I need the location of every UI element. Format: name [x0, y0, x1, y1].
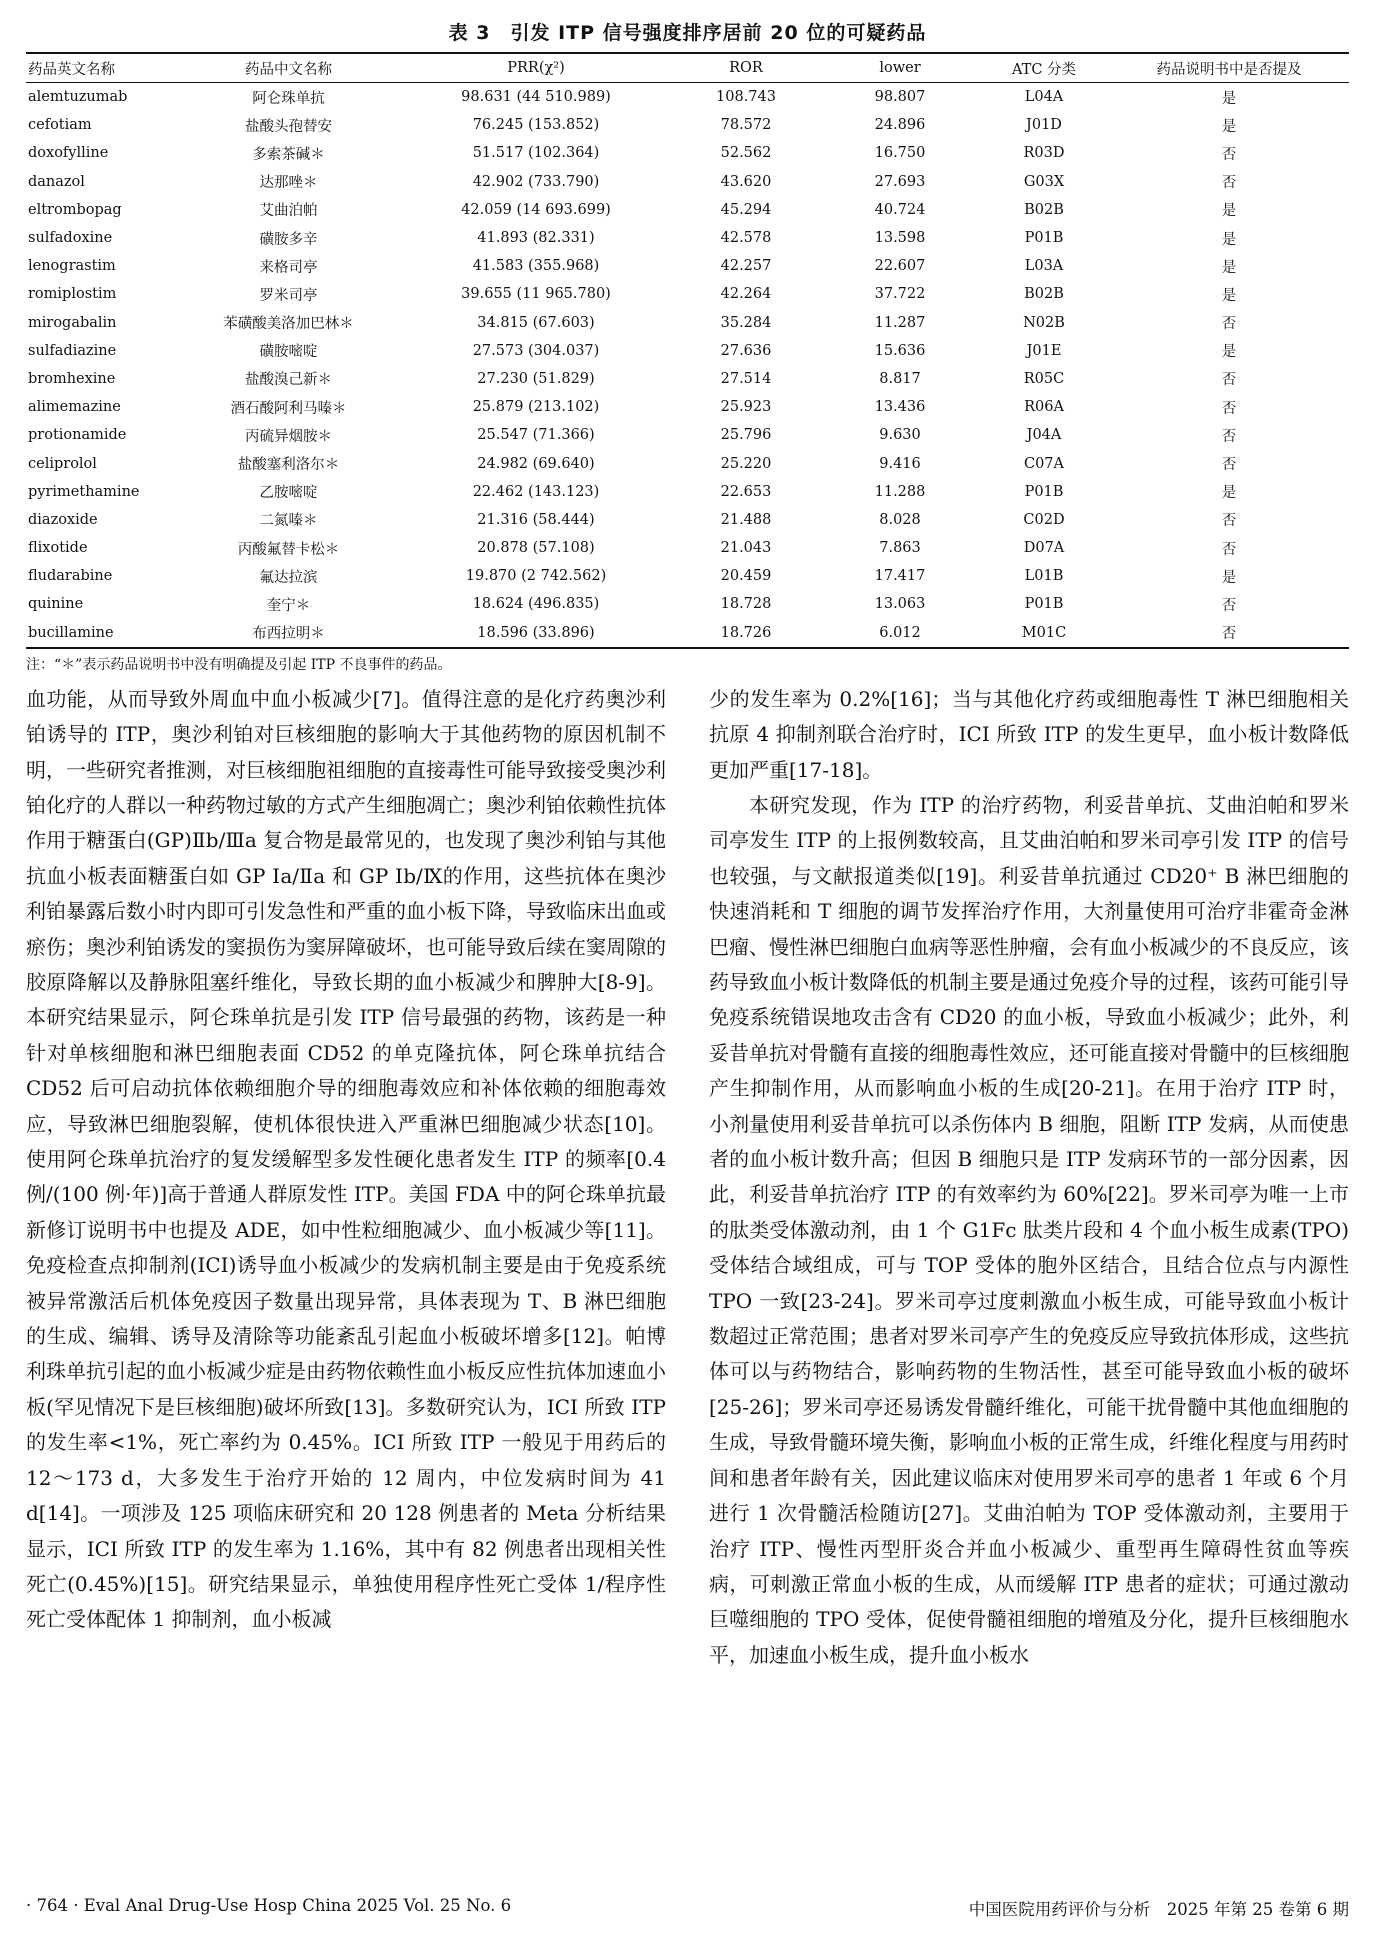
- table-row: [26, 619, 1349, 648]
- cell-atc-code: N02B: [1023, 314, 1065, 331]
- cell-english-name: bromhexine: [28, 370, 116, 387]
- cell-prr-value: 41.583 (355.968): [472, 258, 600, 275]
- cell-chinese-name: 盐酸塞利洛尔＊: [237, 457, 340, 474]
- cell-chinese-name: 达那唑＊: [259, 175, 318, 192]
- cell-label-mentioned: 是: [1221, 231, 1237, 248]
- cell-ror-value: 45.294: [720, 201, 772, 218]
- cell-ror-value: 18.726: [720, 624, 772, 641]
- cell-ror-value: 108.743: [716, 89, 776, 106]
- cell-english-name: quinine: [28, 596, 84, 613]
- table-row: [26, 337, 1349, 365]
- table-row: [26, 478, 1349, 506]
- cell-chinese-name: 多索茶碱＊: [252, 146, 325, 163]
- cell-chinese-name: 来格司亭: [259, 259, 318, 276]
- table-row: [26, 506, 1349, 534]
- cell-atc-code: R03D: [1023, 145, 1065, 162]
- cell-english-name: diazoxide: [28, 511, 98, 528]
- cell-chinese-name: 磺胺多辛: [259, 231, 318, 248]
- cell-chinese-name: 盐酸头孢替安: [245, 118, 332, 135]
- cell-label-mentioned: 是: [1221, 287, 1237, 304]
- table-body: [26, 83, 1349, 648]
- cell-label-mentioned: 否: [1221, 400, 1237, 417]
- cell-atc-code: J01D: [1026, 117, 1062, 134]
- cell-chinese-name: 阿仑珠单抗: [252, 90, 325, 107]
- cell-english-name: sulfadoxine: [28, 230, 113, 247]
- table-row: [26, 309, 1349, 337]
- table-row: [26, 562, 1349, 590]
- cell-label-mentioned: 否: [1221, 541, 1237, 558]
- cell-chinese-name: 盐酸溴己新＊: [245, 372, 332, 389]
- cell-chinese-name: 艾曲泊帕: [259, 203, 318, 220]
- cell-lower-value: 9.416: [879, 455, 921, 472]
- cell-chinese-name: 布西拉明＊: [252, 626, 325, 643]
- cell-label-mentioned: 是: [1221, 203, 1237, 220]
- table-row: [26, 111, 1349, 139]
- cell-atc-code: J04A: [1026, 427, 1062, 444]
- cell-lower-value: 17.417: [874, 568, 926, 585]
- table-row: [26, 534, 1349, 562]
- cell-prr-value: 76.245 (153.852): [472, 117, 600, 134]
- cell-label-mentioned: 是: [1221, 344, 1237, 361]
- cell-ror-value: 18.728: [720, 596, 772, 613]
- cell-atc-code: L03A: [1024, 258, 1064, 275]
- cell-atc-code: D07A: [1023, 540, 1065, 557]
- cell-ror-value: 52.562: [720, 145, 772, 162]
- cell-prr-value: 25.879 (213.102): [472, 399, 600, 416]
- cell-lower-value: 9.630: [879, 427, 921, 444]
- cell-english-name: bucillamine: [28, 624, 114, 641]
- header-chinese-name: 药品中文名称: [245, 61, 332, 78]
- cell-prr-value: 98.631 (44 510.989): [461, 89, 611, 106]
- cell-english-name: doxofylline: [28, 145, 109, 162]
- cell-ror-value: 21.043: [720, 540, 772, 557]
- cell-prr-value: 27.230 (51.829): [477, 370, 595, 387]
- cell-english-name: protionamide: [28, 427, 127, 444]
- cell-label-mentioned: 否: [1221, 513, 1237, 530]
- cell-atc-code: G03X: [1023, 173, 1065, 190]
- cell-chinese-name: 磺胺嘧啶: [259, 344, 318, 361]
- cell-english-name: alimemazine: [28, 399, 121, 416]
- cell-lower-value: 24.896: [874, 117, 926, 134]
- header-label-mentioned: 药品说明书中是否提及: [1156, 61, 1302, 78]
- cell-label-mentioned: 是: [1221, 485, 1237, 502]
- cell-chinese-name: 丙酸氟替卡松＊: [237, 541, 340, 558]
- cell-label-mentioned: 是: [1221, 118, 1237, 135]
- cell-atc-code: P01B: [1024, 596, 1064, 613]
- table-row: [26, 168, 1349, 196]
- table-row: [26, 139, 1349, 167]
- cell-ror-value: 25.923: [720, 399, 772, 416]
- cell-atc-code: L04A: [1024, 89, 1064, 106]
- cell-lower-value: 11.287: [874, 314, 926, 331]
- paragraph: 少的发生率为 0.2%[16]；当与其他化疗药或细胞毒性 T 淋巴细胞相关抗原 4 抑制剂联合治疗时，ICI 所致 ITP 的发生更早，血小板计数降低更加严重[17-18]。: [709, 686, 1349, 782]
- header-english-name: 药品英文名称: [28, 61, 115, 78]
- cell-ror-value: 42.578: [720, 230, 772, 247]
- cell-label-mentioned: 否: [1221, 626, 1237, 643]
- table-row: [26, 590, 1349, 618]
- cell-atc-code: M01C: [1021, 624, 1067, 641]
- cell-english-name: lenograstim: [28, 258, 116, 275]
- body-columns: [26, 682, 1349, 1673]
- table-row: [26, 365, 1349, 393]
- cell-ror-value: 22.653: [720, 483, 772, 500]
- cell-label-mentioned: 是: [1221, 90, 1237, 107]
- cell-prr-value: 19.870 (2 742.562): [465, 568, 607, 585]
- cell-atc-code: R05C: [1023, 370, 1065, 387]
- cell-ror-value: 42.264: [720, 286, 772, 303]
- cell-english-name: mirogabalin: [28, 314, 117, 331]
- cell-prr-value: 18.596 (33.896): [477, 624, 595, 641]
- cell-english-name: pyrimethamine: [28, 483, 140, 500]
- header-atc: ATC 分类: [1011, 61, 1077, 78]
- header-lower: lower: [879, 60, 921, 76]
- cell-atc-code: J01E: [1026, 342, 1062, 359]
- cell-atc-code: C07A: [1023, 455, 1065, 472]
- cell-lower-value: 8.817: [879, 370, 921, 387]
- cell-label-mentioned: 否: [1221, 428, 1237, 445]
- footer-right: 中国医院用药评价与分析 2025 年第 25 卷第 6 期: [968, 1900, 1349, 1919]
- cell-chinese-name: 丙硫异烟胺＊: [245, 428, 332, 445]
- cell-atc-code: B02B: [1024, 286, 1064, 303]
- cell-lower-value: 16.750: [874, 145, 926, 162]
- cell-label-mentioned: 否: [1221, 316, 1237, 333]
- cell-lower-value: 40.724: [874, 201, 926, 218]
- table-row: [26, 252, 1349, 280]
- cell-label-mentioned: 否: [1221, 175, 1237, 192]
- cell-english-name: flixotide: [28, 540, 88, 557]
- cell-english-name: sulfadiazine: [28, 342, 117, 359]
- page-footer: [26, 1896, 1349, 1920]
- cell-ror-value: 27.636: [720, 342, 772, 359]
- cell-prr-value: 39.655 (11 965.780): [461, 286, 611, 303]
- cell-prr-value: 41.893 (82.331): [477, 230, 595, 247]
- table-row: [26, 224, 1349, 252]
- cell-prr-value: 42.902 (733.790): [472, 173, 600, 190]
- paragraph: 本研究发现，作为 ITP 的治疗药物，利妥昔单抗、艾曲泊帕和罗米司亭发生 ITP 的上报例数较高，且艾曲泊帕和罗米司亭引发 ITP 的信号也较强，与文献报道类似[19]。利妥昔单抗通过 CD20⁺ B 淋巴细胞的快速消耗和 T 细胞的调节发挥治疗作用，大剂量使用可治疗非霍奇金淋巴瘤、慢性淋巴细胞白血病等恶性肿瘤，会有血小板减少的不良反应，该药导致血小板计数降低的机制主要是通过免疫介导的过程，该药可能引导免疫系统错误地攻击含有 CD20 的血小板，导致血小板减少；此外，利妥昔单抗对骨髓有直接的细胞毒性效应，还可能直接对骨髓中的巨核细胞产生抑制作用，从而影响血小板的生成[20-21]。在用于治疗 ITP 时，小剂量使用利妥昔单抗可以杀伤体内 B 细胞，阻断 ITP 发病，从而使患者的血小板计数升高；但因 B 细胞只是 ITP 发病环节的一部分因素，因此，利妥昔单抗治疗 ITP 的有效率约为 60%[22]。罗米司亭为唯一上市的肽类受体激动剂，由 1 个 G1Fc 肽类片段和 4 个血小板生成素(TPO)受体结合域组成，可与 TOP 受体的胞外区结合，且结合位点与内源性 TPO 一致[23-24]。罗米司亭过度刺激血小板生成，可能导致血小板计数超过正常范围；患者对罗米司亭产生的免疫反应导致抗体形成，这些抗体可以与药物结合，影响药物的生物活性，甚至可能导致血小板的破坏[25-26]；罗米司亭还易诱发骨髓纤维化，可能干扰骨髓中其他血细胞的生成，导致骨髓环境失衡，影响血小板的正常生成，纤维化程度与用药时间和患者年龄有关，因此建议临床对使用罗米司亭的患者 1 年或 6 个月进行 1 次骨髓活检随访[27]。艾曲泊帕为 TOP 受体激动剂，主要用于治疗 ITP、慢性丙型肝炎合并血小板减少、重型再生障碍性贫血等疾病，可刺激正常血小板的生成，从而缓解 ITP 患者的症状；可通过激动巨噬细胞的 TPO 受体，促使骨髓祖细胞的增殖及分化，提升巨核细胞水平，加速血小板生成，提升血小板水: [709, 792, 1349, 1667]
- cell-chinese-name: 苯磺酸美洛加巴林＊: [223, 316, 354, 333]
- cell-prr-value: 22.462 (143.123): [472, 483, 600, 500]
- cell-prr-value: 20.878 (57.108): [477, 540, 595, 557]
- cell-lower-value: 15.636: [874, 342, 926, 359]
- cell-ror-value: 25.796: [720, 427, 772, 444]
- cell-chinese-name: 乙胺嘧啶: [259, 485, 318, 502]
- header-prr: PRR(χ²): [507, 60, 565, 76]
- cell-ror-value: 20.459: [720, 568, 772, 585]
- cell-english-name: cefotiam: [28, 117, 92, 134]
- table-caption: 表 3 引发 ITP 信号强度排序居前 20 位的可疑药品: [448, 22, 927, 44]
- table-row: [26, 449, 1349, 477]
- cell-lower-value: 22.607: [874, 258, 926, 275]
- cell-lower-value: 6.012: [879, 624, 921, 641]
- cell-ror-value: 43.620: [720, 173, 772, 190]
- cell-chinese-name: 酒石酸阿利马嗪＊: [230, 400, 347, 417]
- cell-label-mentioned: 是: [1221, 259, 1237, 276]
- cell-lower-value: 13.598: [874, 230, 926, 247]
- cell-lower-value: 13.436: [874, 399, 926, 416]
- cell-ror-value: 25.220: [720, 455, 772, 472]
- cell-ror-value: 21.488: [720, 511, 772, 528]
- cell-label-mentioned: 否: [1221, 146, 1237, 163]
- cell-atc-code: C02D: [1023, 511, 1065, 528]
- cell-prr-value: 25.547 (71.366): [477, 427, 595, 444]
- cell-ror-value: 27.514: [720, 370, 772, 387]
- table-note: 注：“＊”表示药品说明书中没有明确提及引起 ITP 不良事件的药品。: [26, 656, 452, 673]
- cell-english-name: alemtuzumab: [28, 89, 128, 106]
- article-page: [26, 16, 1349, 1926]
- cell-prr-value: 27.573 (304.037): [472, 342, 600, 359]
- cell-ror-value: 35.284: [720, 314, 772, 331]
- cell-prr-value: 42.059 (14 693.699): [461, 201, 611, 218]
- cell-chinese-name: 氟达拉滨: [259, 569, 318, 586]
- cell-lower-value: 13.063: [874, 596, 926, 613]
- cell-lower-value: 37.722: [874, 286, 926, 303]
- footer-left: · 764 · Eval Anal Drug-Use Hosp China 2025 Vol. 25 No. 6: [26, 1896, 512, 1915]
- cell-label-mentioned: 否: [1221, 457, 1237, 474]
- cell-atc-code: P01B: [1024, 230, 1064, 247]
- table-row: [26, 83, 1349, 112]
- right-column: [709, 682, 1349, 1673]
- cell-prr-value: 51.517 (102.364): [472, 145, 600, 162]
- table-row: [26, 421, 1349, 449]
- table-header-row: [26, 53, 1349, 83]
- cell-prr-value: 18.624 (496.835): [472, 596, 600, 613]
- header-ror: ROR: [729, 60, 763, 76]
- cell-lower-value: 8.028: [879, 511, 921, 528]
- cell-lower-value: 11.288: [874, 483, 926, 500]
- cell-prr-value: 21.316 (58.444): [477, 511, 595, 528]
- cell-atc-code: P01B: [1024, 483, 1064, 500]
- paragraph: 血功能，从而导致外周血中血小板减少[7]。值得注意的是化疗药奥沙利铂诱导的 ITP，奥沙利铂对巨核细胞的影响大于其他药物的原因机制不明，一些研究者推测，对巨核细胞祖细胞的直接毒性可能导致接受奥沙利铂化疗的人群以一种药物过敏的方式产生细胞凋亡；奥沙利铂依赖性抗体作用于糖蛋白(GP)Ⅱb/Ⅲa 复合物是最常见的，也发现了奥沙利铂与其他抗血小板表面糖蛋白如 GP Ⅰa/Ⅱa 和 GP Ⅰb/Ⅸ的作用，这些抗体在奥沙利铂暴露后数小时内即可引发急性和严重的血小板下降，导致临床出血或瘀伤；奥沙利铂诱发的窦损伤为窦屏障破坏，也可能导致后续在窦周隙的胶原降解以及静脉阻塞纤维化，导致长期的血小板减少和脾肿大[8-9]。本研究结果显示，阿仑珠单抗是引发 ITP 信号最强的药物，该药是一种针对单核细胞和淋巴细胞表面 CD52 的单克隆抗体，阿仑珠单抗结合 CD52 后可启动抗体依赖细胞介导的细胞毒效应和补体依赖的细胞毒效应，导致淋巴细胞裂解，使机体很快进入严重淋巴细胞减少状态[10]。使用阿仑珠单抗治疗的复发缓解型多发性硬化患者发生 ITP 的频率[0.4 例/(100 例·年)]高于普通人群原发性 ITP。美国 FDA 中的阿仑珠单抗最新修订说明书中也提及 ADE，如中性粒细胞减少、血小板减少等[11]。免疫检查点抑制剂(ICI)诱导血小板减少的发病机制主要是由于免疫系统被异常激活后机体免疫因子数量出现异常，具体表现为 T、B 淋巴细胞的生成、编辑、诱导及清除等功能紊乱引起血小板破坏增多[12]。帕博利珠单抗引起的血小板减少症是由药物依赖性血小板反应性抗体加速血小板(罕见情况下是巨核细胞)破坏所致[13]。多数研究认为，ICI 所致 ITP 的发生率<1%，死亡率约为 0.45%。ICI 所致 ITP 一般见于用药后的 12～173 d，大多发生于治疗开始的 12 周内，中位发病时间为 41 d[14]。一项涉及 125 项临床研究和 20 128 例患者的 Meta 分析结果显示，ICI 所致 ITP 的发生率为 1.16%，其中有 82 例患者出现相关性死亡(0.45%)[15]。研究结果显示，单独使用程序性死亡受体 1/程序性死亡受体配体 1 抑制剂，血小板减: [26, 686, 666, 1632]
- cell-lower-value: 27.693: [874, 173, 926, 190]
- cell-label-mentioned: 否: [1221, 597, 1237, 614]
- cell-chinese-name: 二氮嗪＊: [259, 513, 318, 530]
- cell-atc-code: R06A: [1024, 399, 1064, 416]
- cell-label-mentioned: 否: [1221, 372, 1237, 389]
- cell-chinese-name: 奎宁＊: [266, 597, 311, 614]
- cell-english-name: romiplostim: [28, 286, 117, 303]
- cell-prr-value: 24.982 (69.640): [477, 455, 595, 472]
- cell-english-name: fludarabine: [28, 568, 113, 585]
- cell-lower-value: 98.807: [874, 89, 926, 106]
- cell-prr-value: 34.815 (67.603): [477, 314, 595, 331]
- table-row: [26, 280, 1349, 308]
- suspected-drugs-table: [26, 52, 1349, 649]
- cell-atc-code: B02B: [1024, 201, 1064, 218]
- left-column: [26, 682, 666, 1673]
- cell-atc-code: L01B: [1024, 568, 1064, 585]
- table-row: [26, 196, 1349, 224]
- cell-lower-value: 7.863: [879, 540, 921, 557]
- cell-english-name: eltrombopag: [28, 201, 122, 218]
- cell-ror-value: 78.572: [720, 117, 772, 134]
- table-row: [26, 393, 1349, 421]
- cell-chinese-name: 罗米司亭: [259, 287, 318, 304]
- cell-english-name: danazol: [28, 173, 85, 190]
- cell-ror-value: 42.257: [720, 258, 772, 275]
- cell-label-mentioned: 是: [1221, 569, 1237, 586]
- cell-english-name: celiprolol: [28, 455, 97, 472]
